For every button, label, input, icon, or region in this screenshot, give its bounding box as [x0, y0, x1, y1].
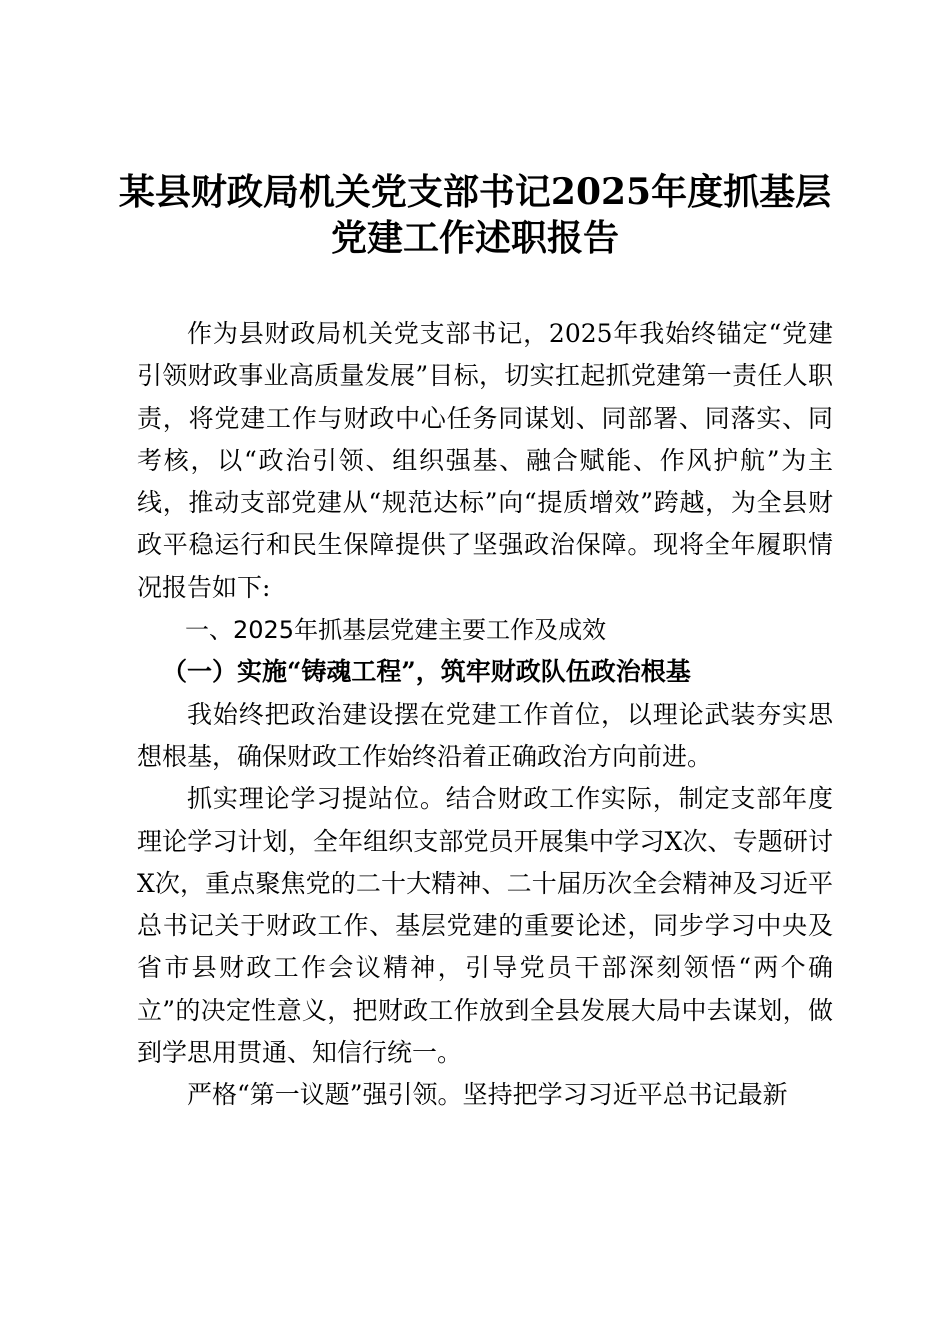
- document-title-line-2: 党建工作述职报告: [330, 217, 619, 259]
- body-paragraph: 抓实理论学习提站位。结合财政工作实际，制定支部年度理论学习计划，全年组织支部党员开展集中学习X次、专题研讨X次，重点聚焦党的二十大精神、二十届历次全会精神及习近平总书记关于财政工作、基层党建的重要论述，同步学习中央及省市县财政工作会议精神，引导党员干部深刻领悟“两个确立”的决定性意义，把财政工作放到全县发展大局中去谋划，做到学思用贯通、知信行统一。: [137, 784, 833, 1068]
- body-paragraph: 我始终把政治建设摆在党建工作首位，以理论武装夯实思想根基，确保财政工作始终沿着正确政治方向前进。: [137, 699, 833, 771]
- subsection-heading-1-1: （一）实施“铸魂工程”，筑牢财政队伍政治根基: [162, 657, 691, 687]
- document-title-line-1: 某县财政局机关党支部书记2025年度抓基层: [118, 171, 832, 213]
- body-paragraph: 严格“第一议题”强引领。坚持把学习习近平总书记最新: [187, 1080, 788, 1110]
- intro-paragraph: 作为县财政局机关党支部书记，2025年我始终锚定“党建引领财政事业高质量发展”目标，切实扛起抓党建第一责任人职责，将党建工作与财政中心任务同谋划、同部署、同落实、同考核，以“政治引领、组织强基、融合赋能、作风护航”为主线，推动支部党建从“规范达标”向“提质增效”跨越，为全县财政平稳运行和民生保障提供了坚强政治保障。现将全年履职情况报告如下:: [137, 319, 833, 602]
- document-body: [137, 313, 833, 1117]
- section-heading-1: 一、2025年抓基层党建主要工作及成效: [185, 616, 607, 645]
